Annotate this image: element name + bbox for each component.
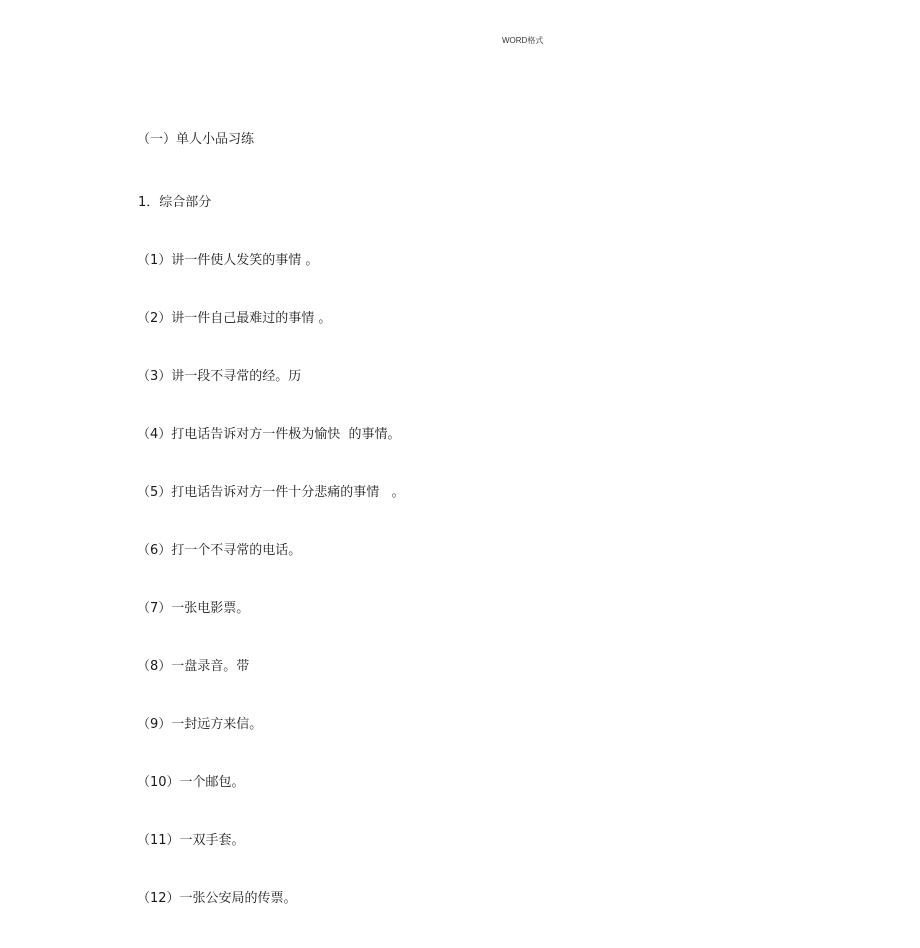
list-item: （12）一张公安局的传票。 — [137, 891, 297, 906]
list-item: （9）一封远方来信。 — [137, 717, 263, 732]
list-item: （11）一双手套。 — [137, 833, 245, 848]
section-subtitle: 1．综合部分 — [138, 195, 212, 210]
list-item: （5）打电话告诉对方一件十分悲痛的事情 。 — [137, 485, 405, 500]
list-item: （3）讲一段不寻常的经。历 — [137, 369, 302, 384]
list-item: （10）一个邮包。 — [137, 775, 245, 790]
list-item: （1）讲一件使人发笑的事情 。 — [137, 253, 319, 268]
list-item: （7）一张电影票。 — [137, 601, 250, 616]
list-item: （2）讲一件自己最难过的事情 。 — [137, 311, 332, 326]
page-header: WORD格式 — [502, 36, 544, 45]
list-item: （6）打一个不寻常的电话。 — [137, 543, 302, 558]
list-item: （8）一盘录音。带 — [137, 659, 250, 674]
section-title: （一）单人小品习练 — [137, 132, 255, 147]
list-item: （4）打电话告诉对方一件极为愉快 的事情。 — [137, 427, 401, 442]
